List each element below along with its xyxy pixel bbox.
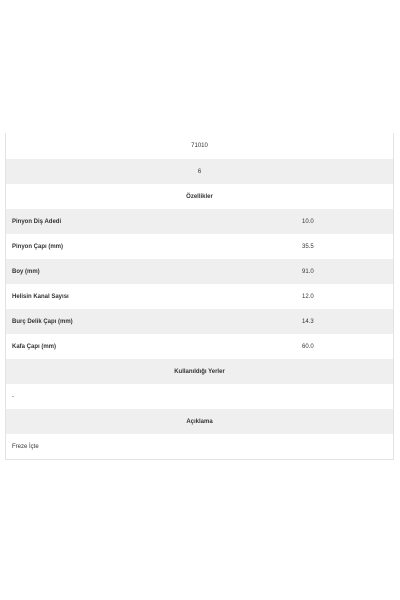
spec-table	[5, 133, 394, 460]
spec-label: Pinyon Diş Adedi	[12, 218, 62, 225]
spec-label: Burç Delik Çapı (mm)	[12, 318, 73, 325]
spec-row	[6, 234, 393, 259]
usage-value: -	[12, 393, 14, 400]
spec-value: 35.5	[302, 243, 314, 250]
usage-row	[6, 384, 393, 409]
spec-row	[6, 284, 393, 309]
spec-value: 12.0	[302, 293, 314, 300]
spec-label: Helisin Kanal Sayısı	[12, 293, 69, 300]
spec-label: Pinyon Çapı (mm)	[12, 243, 64, 250]
count-row	[6, 159, 393, 184]
usage-heading: Kullanıldığı Yerler	[174, 368, 225, 375]
count-value: 6	[197, 168, 202, 175]
features-heading: Özellikler	[186, 193, 213, 200]
spec-row	[6, 334, 393, 359]
spec-row	[6, 209, 393, 234]
usage-heading-row	[6, 359, 393, 384]
spec-value: 14.3	[302, 318, 314, 325]
description-row	[6, 434, 393, 459]
description-heading-row	[6, 409, 393, 434]
spec-value: 91.0	[302, 268, 314, 275]
spec-row	[6, 309, 393, 334]
spec-label: Kafa Çapı (mm)	[12, 343, 57, 350]
spec-label: Boy (mm)	[12, 268, 40, 275]
description-heading: Açıklama	[186, 418, 213, 425]
product-code: 71010	[191, 143, 208, 149]
product-code-row	[6, 133, 393, 159]
features-heading-row	[6, 184, 393, 209]
description-value: Freze İçte	[12, 443, 39, 450]
spec-value: 60.0	[302, 343, 314, 350]
spec-row	[6, 259, 393, 284]
spec-value: 10.0	[302, 218, 314, 225]
